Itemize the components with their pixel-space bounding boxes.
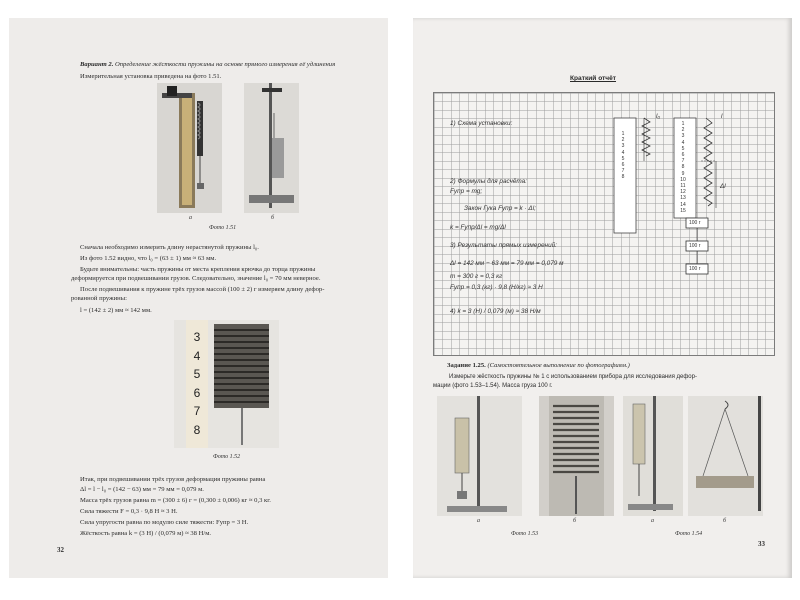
- formula-l: l = (142 ± 2) мм ≈ 142 мм.: [80, 307, 152, 314]
- weight-3: 100 г: [689, 266, 701, 272]
- graph-paper: [433, 92, 775, 356]
- item4-answer: 4) k = 3 (Н) / 0,079 (м) ≈ 38 Н/м: [450, 308, 541, 315]
- result-line4: Сила тяжести F = 0,3 · 9,8 Н ≈ 3 Н.: [80, 508, 178, 515]
- formula-f1: Fупр = mg;: [450, 188, 483, 195]
- scale-tick: 2: [621, 137, 625, 144]
- photo-label-4: б: [723, 518, 727, 524]
- result-r1: Δl = 142 мм − 63 мм = 79 мм = 0,079 м: [450, 260, 564, 267]
- label-dl: Δl: [720, 183, 726, 190]
- photo-1-53-b: [539, 396, 614, 516]
- scale-tick: 1: [681, 121, 685, 127]
- scale-tick: 3: [621, 143, 625, 150]
- right-scale: [675, 121, 691, 214]
- spring-closeup-photo: [539, 396, 614, 516]
- scale-tick: 10: [680, 176, 686, 183]
- task-heading: [447, 362, 630, 370]
- scale-tick: 6: [621, 162, 625, 169]
- scale-tick: 7: [681, 158, 685, 165]
- scale-tick: 4: [621, 149, 625, 156]
- dynamometer-photo: [623, 396, 683, 516]
- scale-tick: 1: [621, 131, 625, 137]
- ruler-num: 7: [193, 404, 201, 418]
- task-line1: Измерьте жёсткость пружины № 1 с использованием прибора для исследования дефор-: [449, 374, 697, 380]
- photo-1-51-a: [157, 83, 222, 213]
- apparatus-photo: [437, 396, 522, 516]
- para3b: деформируется при подвешивании грузов. Следовательно, значение l₀ = 70 мм неверное.: [71, 275, 321, 282]
- ruler-num: 8: [193, 422, 201, 437]
- weight-2: 100 г: [689, 243, 701, 249]
- ruler-num: 3: [193, 330, 201, 344]
- right-page: [413, 18, 792, 578]
- left-scale: [615, 131, 631, 181]
- formula-f3: k = Fупр/Δl = mg/Δl: [450, 224, 506, 231]
- para3a: Будьте внимательны: часть пружины от места крепления крючка до торца пружины: [80, 266, 316, 273]
- spring-apparatus-image: [157, 83, 222, 213]
- para1: Сначала необходимо измерить длину нерастянутой пружины l₀.: [80, 244, 259, 251]
- scale-tick: 4: [681, 139, 685, 146]
- scale-tick: 15: [680, 207, 686, 214]
- formula-f2: Закон Гука Fупр = k · Δl;: [464, 205, 536, 212]
- task-line2: мации (фото 1.53–1.54). Масса груза 100 г.: [433, 383, 553, 389]
- scale-tick: 9: [681, 170, 685, 177]
- result-line2: Δl = l − l₀ = (142 − 63) мм = 79 мм = 0,079 м.: [80, 486, 204, 493]
- photo3-caption: Фото 1.53: [511, 531, 539, 537]
- ruler-numbers: [188, 328, 206, 439]
- scale-tick: 5: [621, 155, 625, 162]
- photo-label-2: б: [573, 518, 577, 524]
- item1-scheme: 1) Схема установки:: [450, 120, 513, 127]
- variant-heading: [80, 61, 335, 69]
- photo-1-54-a: [623, 396, 683, 516]
- scale-tick: 3: [681, 133, 685, 140]
- variant-label: Вариант 2.: [80, 61, 114, 68]
- scale-tick: 8: [621, 174, 625, 181]
- scale-pan-photo: [688, 396, 763, 516]
- scale-tick: 8: [681, 164, 685, 171]
- para2: Из фото 1.52 видно, что l₀ = (63 ± 1) мм ≈ 63 мм.: [80, 255, 217, 262]
- photo2-caption: Фото 1.52: [213, 454, 241, 460]
- result-r3: Fупр = 0,3 (кг) · 9,8 (Н/кг) ≈ 3 Н: [450, 284, 543, 291]
- right-page-number: 33: [758, 540, 765, 548]
- left-page: [9, 18, 388, 578]
- report-title: Краткий отчёт: [570, 75, 617, 82]
- task-title: Задание 1.25.: [447, 362, 486, 369]
- item2-formulas: 2) Формулы для расчёта:: [450, 178, 527, 185]
- photo1-caption: Фото 1.51: [209, 225, 237, 231]
- ruler-num: 4: [193, 348, 201, 363]
- para4b: рованной пружины:: [71, 295, 127, 302]
- photo-1-51-b: [244, 83, 299, 213]
- result-line6: Жёсткость равна k = (3 Н) / (0,079 м) ≈ 38 Н/м.: [80, 530, 212, 537]
- photo-1-52: [174, 320, 279, 448]
- task-subtitle: (Самостоятельное выполнение по фотографиям.): [487, 362, 630, 369]
- intro-text: Измерительная установка приведена на фото 1.51.: [80, 73, 222, 80]
- para4a: После подвешивания к пружине трёх грузов массой (100 ± 2) г измеряем длину дефор-: [80, 286, 325, 293]
- scale-tick: 14: [680, 201, 686, 208]
- label-l: l: [721, 113, 723, 120]
- photo1-label-b: б: [271, 215, 275, 221]
- result-r2: m = 300 г = 0,3 кг: [450, 273, 503, 280]
- ruler-num: 5: [193, 367, 201, 381]
- photo-1-53-a: [437, 396, 522, 516]
- left-page-number: 32: [57, 546, 64, 554]
- result-line5: Сила упругости равна по модулю силе тяжести: Fупр = 3 Н.: [80, 519, 249, 526]
- item3-results: 3) Результаты прямых измерений:: [450, 242, 557, 249]
- photo4-caption: Фото 1.54: [675, 531, 703, 537]
- result-line1: Итак, при подвешивании трёх грузов деформация пружины равна: [80, 476, 266, 483]
- scale-tick: 13: [680, 195, 686, 202]
- scale-tick: 7: [621, 168, 625, 175]
- scale-tick: 5: [681, 145, 685, 152]
- photo-label-1: а: [477, 518, 480, 524]
- ruler-num: 6: [193, 385, 201, 400]
- scale-tick: 12: [680, 189, 686, 196]
- photo-1-54-b: [688, 396, 763, 516]
- variant-title: Определение жёсткости пружины на основе прямого измерения её удлинения: [115, 61, 336, 68]
- scale-tick: 6: [681, 152, 685, 159]
- result-line3: Масса трёх грузов равна m = (300 ± 6) г = (0,300 ± 0,006) кг ≈ 0,3 кг.: [80, 497, 271, 504]
- scale-tick: 2: [681, 127, 685, 134]
- spring-stand-image: [244, 83, 299, 213]
- scale-tick: 11: [680, 183, 686, 190]
- label-l0: l₀: [656, 113, 661, 120]
- photo1-label-a: а: [189, 215, 192, 221]
- weight-1: 100 г: [689, 220, 701, 226]
- photo-label-3: а: [651, 518, 654, 524]
